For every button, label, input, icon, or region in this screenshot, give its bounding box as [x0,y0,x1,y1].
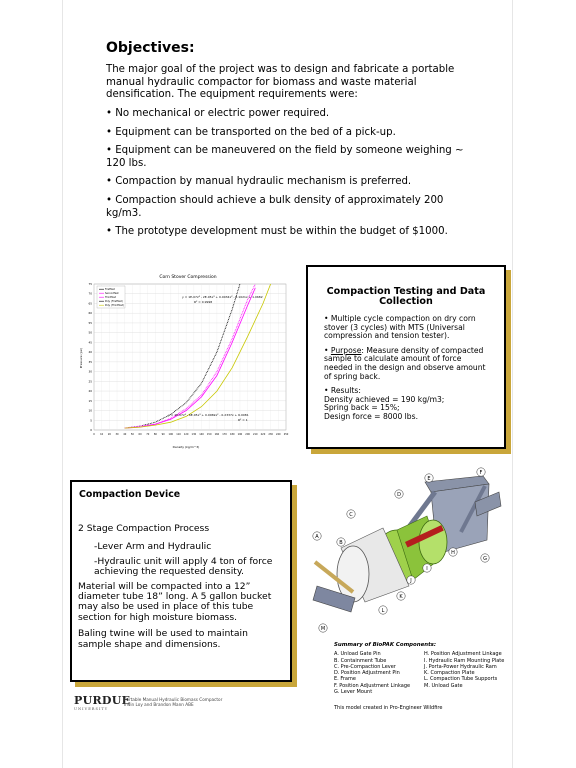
components-right-column [424,651,514,695]
chart-x-tick-label: 80 [153,433,157,436]
component-item: M. Unload Gate [424,682,463,689]
component-item: L. Compaction Tube Supports [424,676,498,683]
chart-legend-entry: ThirdTest [105,296,116,299]
callout-label: A [315,533,319,540]
chart-y-tick-label: 10 [88,408,92,413]
chart-x-tick-label: 250 [283,433,289,436]
chart-x-tick-label: 210 [252,433,258,436]
purdue-logo-sub: UNIVERSITY [74,707,109,711]
purpose-text: : Measure density of compacted sample to calculate amount of force needed in the design and observe amount of spring back. [324,345,486,381]
chart-x-tick-label: 240 [276,433,281,436]
callout-label: E [427,475,431,482]
chart-legend-entry: Poly. (FirstTest) [105,300,123,303]
chart-x-tick-label: 170 [222,433,227,436]
compaction-device-box [70,480,292,682]
compaction-testing-box [306,265,506,449]
chart-x-tick-label: 0 [93,433,95,436]
chart-x-tick-label: 10 [100,433,104,436]
objective-item: • Equipment can be maneuvered on the field by someone weighing ~ 120 lbs. [106,145,476,170]
chart-legend-entry: Poly. (ThirdTest) [105,304,124,307]
component-item: F. Position Adjustment Linkage [334,682,411,689]
results-density: Density achieved = 190 kg/m3; [324,394,445,404]
component-item: G. Lever Mount [334,689,373,696]
component-item: I. Hydraulic Ram Mounting Plate [424,657,505,664]
chart-x-tick-label: 50 [130,433,134,436]
chart-x-tick-label: 130 [191,433,197,436]
chart-x-tick-label: 160 [214,433,220,436]
callout-label: I [426,565,428,572]
testing-paragraph-2 [324,347,492,381]
components-note: This model created in Pro-Engineer Wildfire [334,705,443,712]
chart-annotation: y = 1E-07x⁴ - 6E-05x³ + 0.0069x² - 0.2337x + 6.0081 [168,413,249,417]
chart-x-tick-label: 20 [107,433,111,436]
chart-x-tick-label: 110 [176,433,181,436]
chart-y-tick-label: 30 [88,369,92,374]
chart-y-tick-label: 5 [90,418,92,423]
components-summary [334,642,514,712]
footer-title: Portable Manual Hydraulic Biomass Compactor [124,697,223,702]
chart-annotation: R² = 0.9998 [194,300,213,304]
device-lever-hydraulic: -Lever Arm and Hydraulic [94,541,212,553]
callout-label: K [399,593,403,600]
chart-y-tick-label: 50 [88,330,92,335]
chart-legend-entry: SecondTest [105,292,119,295]
device-hydraulic-force: -Hydraulic unit will apply 4 ton of force achieving the requested density. [94,555,273,578]
objectives-intro: The major goal of the project was to design and fabricate a portable manual hydraulic compactor for biomass and waste material densification. The equipment requirements were: [106,64,455,101]
objective-item: • No mechanical or electric power required. [106,108,476,121]
purdue-logo: PURDUE [74,694,131,707]
compactor-model-illustration [305,462,505,642]
chart-legend-entry: FirstTest [105,288,115,291]
component-item: E. Frame [334,676,356,683]
chart-x-tick-label: 200 [245,433,250,436]
compression-chart-svg [76,268,296,452]
device-stage-process: 2 Stage Compaction Process [78,523,210,534]
chart-y-tick-label: 40 [88,350,92,355]
chart-x-tick-label: 40 [123,433,127,436]
chart-y-tick-label: 20 [88,389,92,394]
objective-item: • Equipment can be transported on the bed of a pick-up. [106,127,476,140]
objectives-title: Objectives: [106,40,195,56]
chart-x-tick-label: 150 [206,433,212,436]
testing-paragraph-1: • Multiple cycle compaction on dry corn stover (3 cycles) with MTS (Universal compression and tension tester). [324,314,476,341]
chart-x-tick-label: 190 [237,433,243,436]
callout-label: L [381,607,385,614]
chart-y-tick-label: 70 [88,291,92,296]
callout-label: M [320,625,326,632]
component-item: H. Position Adjustment Linkage [424,651,502,658]
chart-title: Corn Stover Compression [159,275,217,280]
compression-chart [76,268,296,452]
objectives-list [106,108,476,245]
components-columns [334,651,514,695]
chart-y-tick-label: 0 [90,428,92,432]
component-item: J. Porta-Power Hydraulic Ram [424,663,497,670]
testing-results [324,387,492,421]
device-tube-description: Material will be compacted into a 12” diameter tube 18” long. A 5 gallon bucket may also be used in place of this tube section for high moisture biomass. [78,580,272,623]
results-label: • Results: [324,386,361,396]
chart-x-tick-label: 220 [260,433,266,436]
footer-authors: Irwin Loy and Brandon Mann ABE [124,702,194,707]
chart-x-tick-label: 120 [183,433,189,436]
chart-x-tick-label: 60 [138,433,142,436]
component-item: B. Containment Tube [334,657,387,664]
chart-x-tick-label: 90 [161,433,165,436]
components-left-column [334,651,424,695]
objective-item: • Compaction by manual hydraulic mechanism is preferred. [106,176,476,189]
chart-x-tick-label: 230 [268,433,273,436]
chart-y-tick-label: 60 [88,311,92,316]
results-spring-back: Spring back = 15%; [324,403,400,413]
chart-x-tick-label: 180 [229,433,235,436]
callout-label: G [483,555,487,562]
chart-x-axis-label: Density (kg/m^3) [172,445,200,449]
chart-x-tick-label: 100 [168,433,174,436]
components-title: Summary of BioPAK Components: [334,642,437,648]
chart-x-tick-label: 70 [146,433,150,436]
chart-y-tick-label: 45 [88,340,92,345]
footer-credits [124,697,222,707]
component-item: A. Unload Gate Pin [334,651,381,658]
chart-x-tick-label: 30 [115,433,119,436]
callout-label: J [410,577,412,584]
chart-x-tick-label: 140 [199,433,204,436]
callout-label: H [451,549,455,556]
chart-y-tick-label: 75 [88,282,92,286]
compactor-diagram [305,462,505,642]
component-item: C. Pre-Compaction Lever [334,663,396,670]
chart-y-tick-label: 25 [88,379,92,384]
purpose-label: Purpose [330,345,362,355]
page-border-left [62,0,63,768]
chart-y-tick-label: 35 [88,359,92,364]
chart-annotation: R² = 1 [238,418,248,422]
chart-y-tick-label: 65 [88,301,92,306]
component-item: K. Compaction Plate [424,670,475,677]
chart-y-axis-label: Pressure (psi) [79,347,83,369]
callout-label: C [349,511,353,518]
callout-label: D [397,491,401,498]
chart-y-tick-label: 15 [88,398,92,403]
callout-label: B [339,539,343,546]
objective-item: • The prototype development must be within the budget of $1000. [106,226,476,239]
component-item: D. Position Adjustment Pin [334,670,400,677]
compaction-device-title: Compaction Device [79,489,181,500]
callout-label: F [479,469,483,476]
chart-annotation: y = 1E-07x⁴ - 2E-05x³ + 0.0034x² - 0.1021x + 1.0682 [182,295,263,299]
results-design-force: Design force = 8000 lbs. [324,411,418,421]
testing-bullet: • [324,345,331,355]
chart-y-tick-label: 55 [88,320,92,325]
compaction-testing-title: Compaction Testing and Data Collection [326,286,486,307]
objective-item: • Compaction should achieve a bulk density of approximately 200 kg/m3. [106,195,476,220]
device-baling-twine: Baling twine will be used to maintain sample shape and dimensions. [78,628,248,650]
